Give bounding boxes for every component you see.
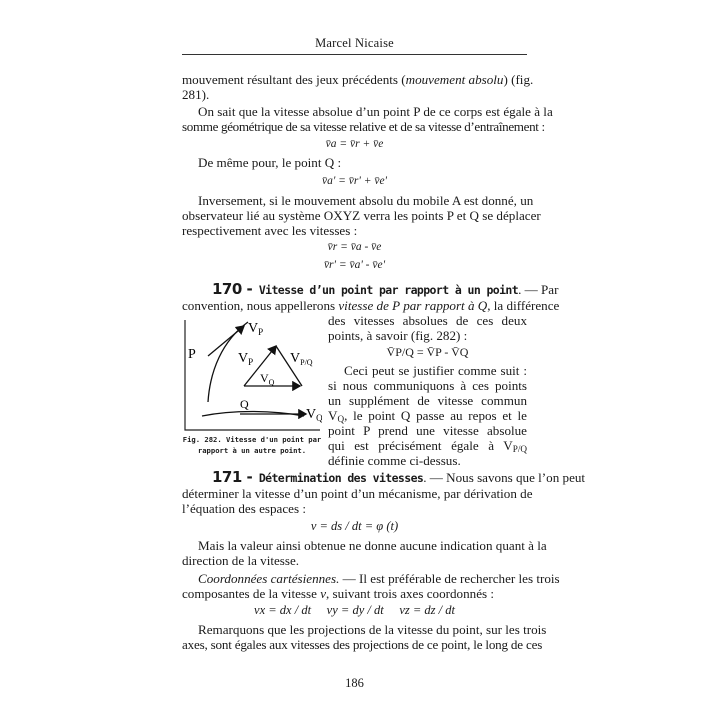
text-line: points, à savoir (fig. 282) : (328, 328, 468, 343)
text-line: Remarquons que les projections de la vitesse du point, sur les trois (198, 622, 547, 637)
section-170-heading: 170 - Vitesse d’un point par rapport à un point. — Par (212, 280, 559, 298)
text-line: observateur lié au système OXYZ verra les points P et Q se déplacer (182, 208, 541, 223)
text-line: point P prend une vitesse absolue (328, 423, 527, 438)
text-line: 281). (182, 87, 210, 102)
label-vq-mid: $V_Q$ (260, 371, 275, 387)
text-line: l’équation des espaces : (182, 501, 306, 516)
text-line: Mais la valeur ainsi obtenue ne donne aucune indication quant à la (198, 538, 547, 553)
label-vp-top: $V_P$ (248, 321, 264, 337)
text-line: composantes de la vitesse v, suivant trois axes coordonnés : (182, 586, 495, 601)
label-p: P (188, 347, 196, 362)
figure-caption (182, 434, 322, 456)
text-line: définie comme ci-dessus. (328, 453, 461, 468)
formula-ds-dt: v = ds / dt = φ (t) (310, 519, 399, 533)
formula-va-prime: v̄a' = v̄r' + v̄e' (321, 175, 388, 187)
text-line: $V_Q$, le point Q passe au repos et le (328, 408, 527, 424)
caption-line: Fig. 282. Vitesse d'un point par (182, 435, 322, 444)
text-line: somme géométrique de sa vitesse relative et de sa vitesse d’entraînement : (182, 119, 545, 134)
label-q: Q (240, 397, 249, 411)
formula-vpq: V̄P/Q = V̄P - V̄Q (386, 345, 469, 359)
label-vpq: $V_{P/Q}$ (290, 351, 313, 367)
formula-vr: v̄r = v̄a - v̄e (327, 241, 382, 253)
label-vp-mid: $V_P$ (238, 351, 254, 367)
text-line: qui est précisément égale à $V_{P/Q}$ (328, 438, 527, 454)
page-number: 186 (345, 676, 364, 690)
section-171-heading: 171 - Détermination des vitesses. — Nous savons que l’on peut (212, 468, 586, 486)
text-line: axes, sont égales aux vitesses des projections de ce point, le long de ces (182, 637, 543, 652)
formula-vr-prime: v̄r' = v̄a' - v̄e' (323, 259, 386, 271)
velocity-diagram (182, 316, 322, 432)
running-head: Marcel Nicaise (315, 36, 394, 50)
text-line: respectivement avec les vitesses : (182, 223, 358, 238)
text-line: convention, nous appellerons vitesse de P par rapport à Q, la différence (182, 298, 560, 313)
text-line: un supplément de vitesse commun (328, 393, 527, 408)
text-line: des vitesses absolues de ces deux (328, 313, 527, 328)
text-line: déterminer la vitesse d’un point d’un mécanisme, par dérivation de (182, 486, 533, 501)
formula-components: vx = dx / dt vy = dy / dt vz = dz / dt (254, 603, 455, 617)
text-line: mouvement résultant des jeux précédents (mouvement absolu) (fig. (182, 72, 534, 87)
caption-line: rapport à un autre point. (197, 446, 307, 455)
header-rule (182, 54, 527, 55)
figure-282 (182, 316, 322, 432)
text-line: direction de la vitesse. (182, 553, 300, 568)
formula-va: v̄a = v̄r + v̄e (325, 138, 384, 150)
text-line: si nous communiquons à ces points (328, 378, 527, 393)
text-line: Ceci peut se justifier comme suit : (344, 363, 527, 378)
text-line: Coordonnées cartésiennes. — Il est préférable de rechercher les trois (198, 571, 560, 586)
label-vq-bot: $V_Q$ (306, 407, 322, 423)
text-line: On sait que la vitesse absolue d’un point P de ce corps est égale à la (198, 104, 553, 119)
text-line: De même pour, le point Q : (198, 155, 342, 170)
text-line: Inversement, si le mouvement absolu du mobile A est donné, un (198, 193, 534, 208)
